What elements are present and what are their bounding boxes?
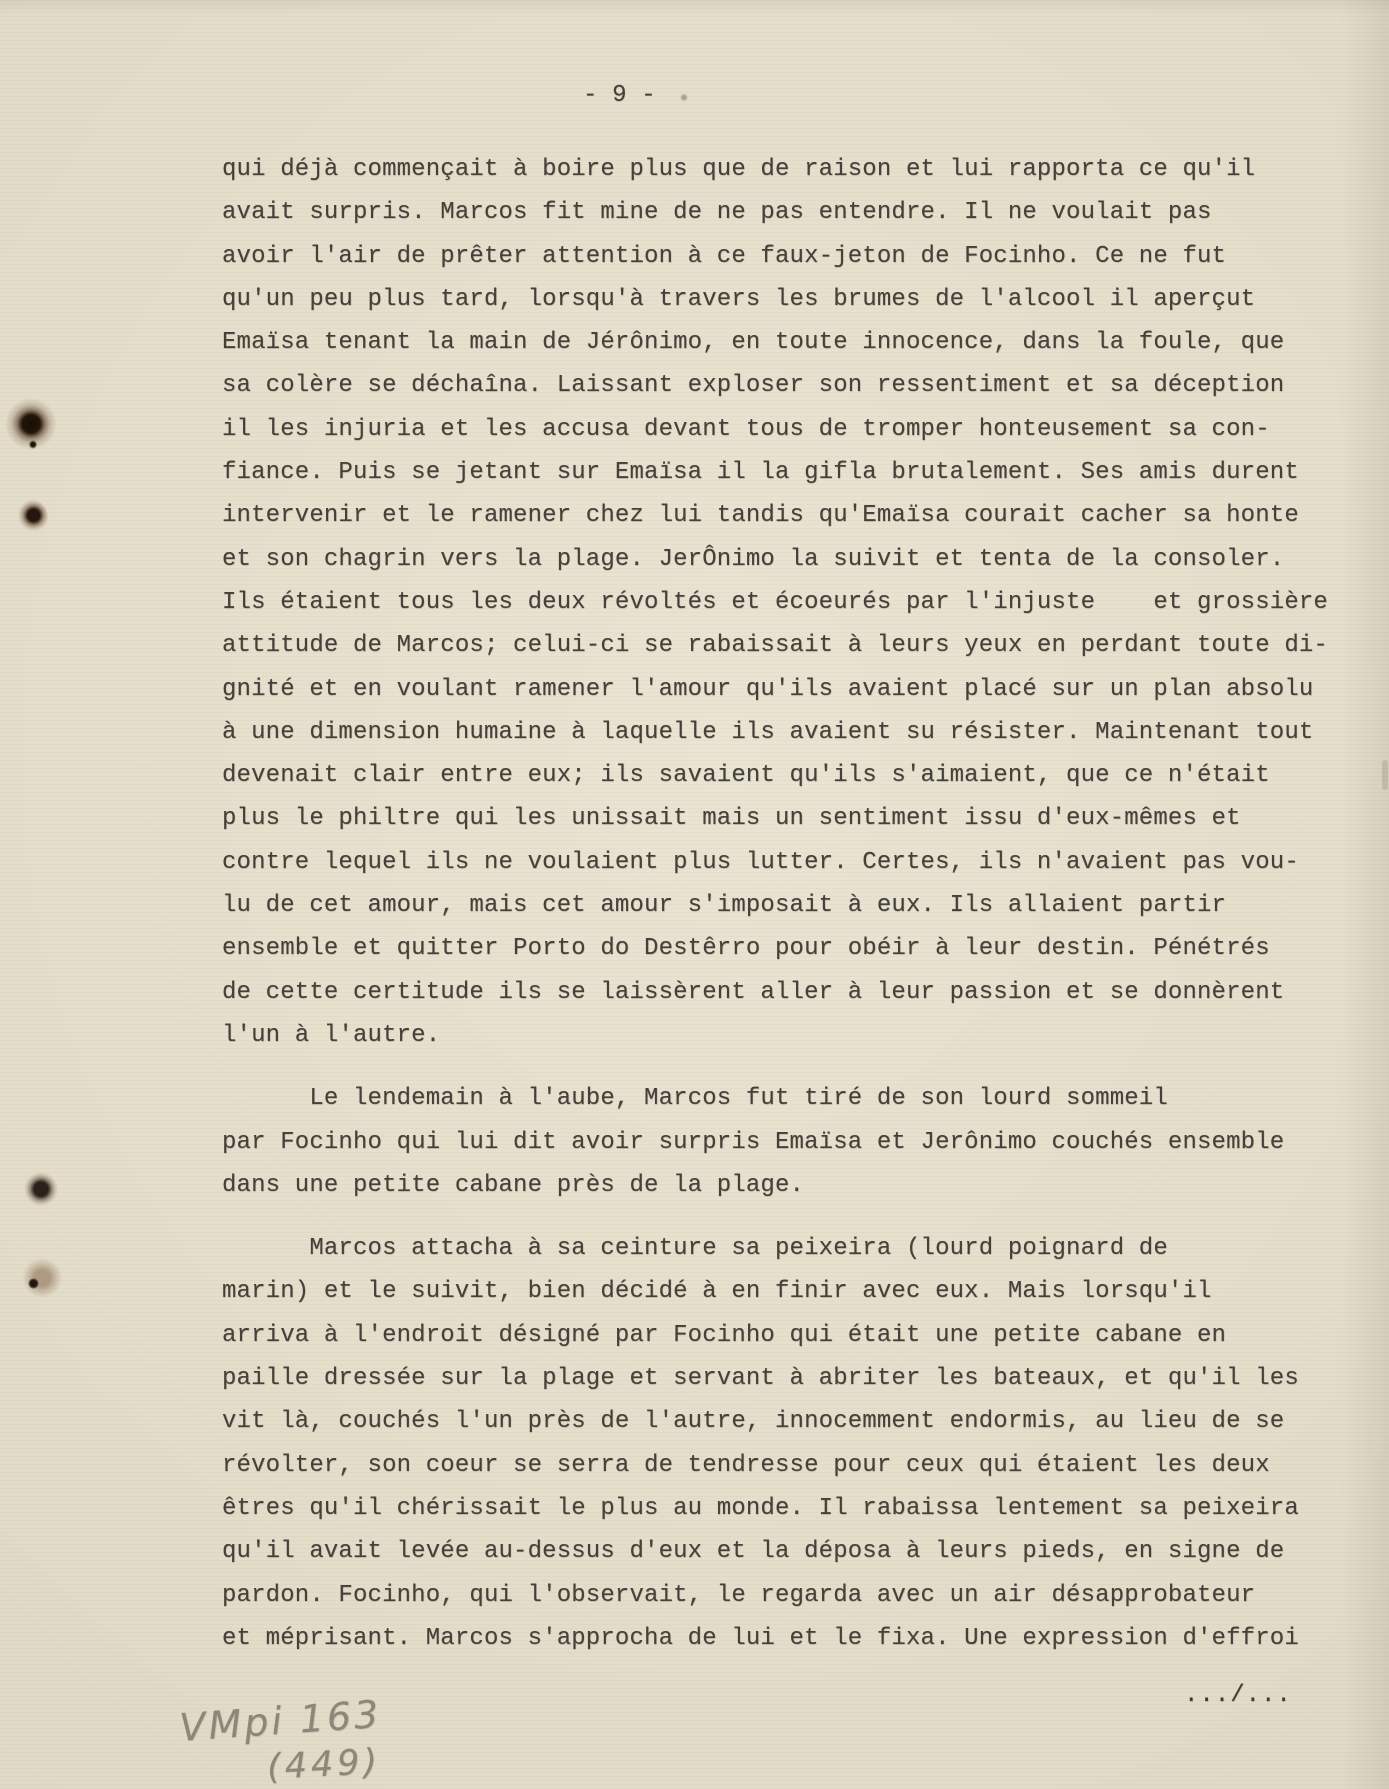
typed-line: gnité et en voulant ramener l'amour qu'ils avaient placé sur un plan absolu xyxy=(222,675,1314,703)
typed-line: à une dimension humaine à laquelle ils avaient su résister. Maintenant tout xyxy=(222,718,1314,746)
typed-line: fiance. Puis se jetant sur Emaïsa il la gifla brutalement. Ses amis durent xyxy=(222,459,1299,487)
typed-line: de cette certitude ils se laissèrent aller à leur passion et se donnèrent xyxy=(222,978,1285,1006)
typed-line: l'un à l'autre. xyxy=(222,1021,441,1049)
typed-line: par Focinho qui lui dit avoir surpris Emaïsa et Jerônimo couchés ensemble xyxy=(222,1128,1285,1156)
typed-line: êtres qu'il chérissait le plus au monde. Il rabaissa lentement sa peixeira xyxy=(222,1494,1299,1522)
paragraph xyxy=(222,148,1372,1057)
ink-stain xyxy=(28,1278,39,1289)
typed-line: et méprisant. Marcos s'approcha de lui et le fixa. Une expression d'effroi xyxy=(222,1624,1299,1652)
handwritten-annotation-number: (449) xyxy=(266,1742,383,1788)
paper-speck xyxy=(1382,760,1388,790)
typed-line: vit là, couchés l'un près de l'autre, innocemment endormis, au lieu de se xyxy=(222,1408,1285,1436)
typed-line: plus le philtre qui les unissait mais un sentiment issu d'eux-mêmes et xyxy=(222,805,1241,833)
ink-stain xyxy=(16,500,48,534)
typed-line: il les injuria et les accusa devant tous de tromper honteusement sa con- xyxy=(222,415,1270,443)
typed-line: contre lequel ils ne voulaient plus lutter. Certes, ils n'avaient pas vou- xyxy=(222,848,1299,876)
paragraph xyxy=(222,1227,1372,1660)
typed-line: et son chagrin vers la plage. JerÔnimo la suivit et tenta de la consoler. xyxy=(222,545,1285,573)
typed-line: Le lendemain à l'aube, Marcos fut tiré de son lourd sommeil xyxy=(222,1085,1168,1113)
typed-line: pardon. Focinho, qui l'observait, le regarda avec un air désapprobateur xyxy=(222,1581,1256,1609)
typed-line: révolter, son coeur se serra de tendresse pour ceux qui étaient les deux xyxy=(222,1451,1270,1479)
typed-line: Emaïsa tenant la main de Jérônimo, en toute innocence, dans la foule, que xyxy=(222,329,1285,357)
ink-stain xyxy=(29,440,37,449)
typed-line: qu'un peu plus tard, lorsqu'à travers les brumes de l'alcool il aperçut xyxy=(222,285,1256,313)
typed-line: devenait clair entre eux; ils savaient qu'ils s'aimaient, que ce n'était xyxy=(222,762,1270,790)
typed-line: paille dressée sur la plage et servant à abriter les bateaux, et qu'il les xyxy=(222,1365,1299,1393)
typed-line: attitude de Marcos; celui-ci se rabaissait à leurs yeux en perdant toute di- xyxy=(222,632,1328,660)
typed-line: qu'il avait levée au-dessus d'eux et la déposa à leurs pieds, en signe de xyxy=(222,1538,1285,1566)
ink-stain xyxy=(18,1258,62,1298)
handwritten-annotation-code: VMpi 163 xyxy=(178,1691,383,1750)
typed-line: intervenir et le ramener chez lui tandis qu'Emaïsa courait cacher sa honte xyxy=(222,502,1299,530)
typed-line: lu de cet amour, mais cet amour s'imposait à eux. Ils allaient partir xyxy=(222,892,1227,920)
continuation-mark: .../... xyxy=(1184,1682,1292,1709)
typed-line: marin) et le suivit, bien décidé à en finir avec eux. Mais lorsqu'il xyxy=(222,1278,1212,1306)
typed-line: ensemble et quitter Porto do Destêrro pour obéir à leur destin. Pénétrés xyxy=(222,935,1270,963)
typed-line: arriva à l'endroit désigné par Focinho qui était une petite cabane en xyxy=(222,1321,1227,1349)
typed-line: avait surpris. Marcos fit mine de ne pas entendre. Il ne voulait pas xyxy=(222,199,1212,227)
page-number: - 9 - xyxy=(583,82,656,109)
typed-line: Ils étaient tous les deux révoltés et écoeurés par l'injuste et grossière xyxy=(222,588,1328,616)
typed-line: sa colère se déchaîna. Laissant exploser son ressentiment et sa déception xyxy=(222,372,1285,400)
paragraph xyxy=(222,1077,1372,1207)
typed-text-block xyxy=(222,148,1372,1660)
ink-stain xyxy=(24,1172,58,1210)
typed-line: dans une petite cabane près de la plage. xyxy=(222,1171,805,1199)
typed-line: Marcos attacha à sa ceinture sa peixeira (lourd poignard de xyxy=(222,1235,1168,1263)
typed-line: avoir l'air de prêter attention à ce faux-jeton de Focinho. Ce ne fut xyxy=(222,242,1227,270)
paper-speck xyxy=(680,93,688,102)
typed-line: qui déjà commençait à boire plus que de raison et lui rapporta ce qu'il xyxy=(222,156,1256,183)
